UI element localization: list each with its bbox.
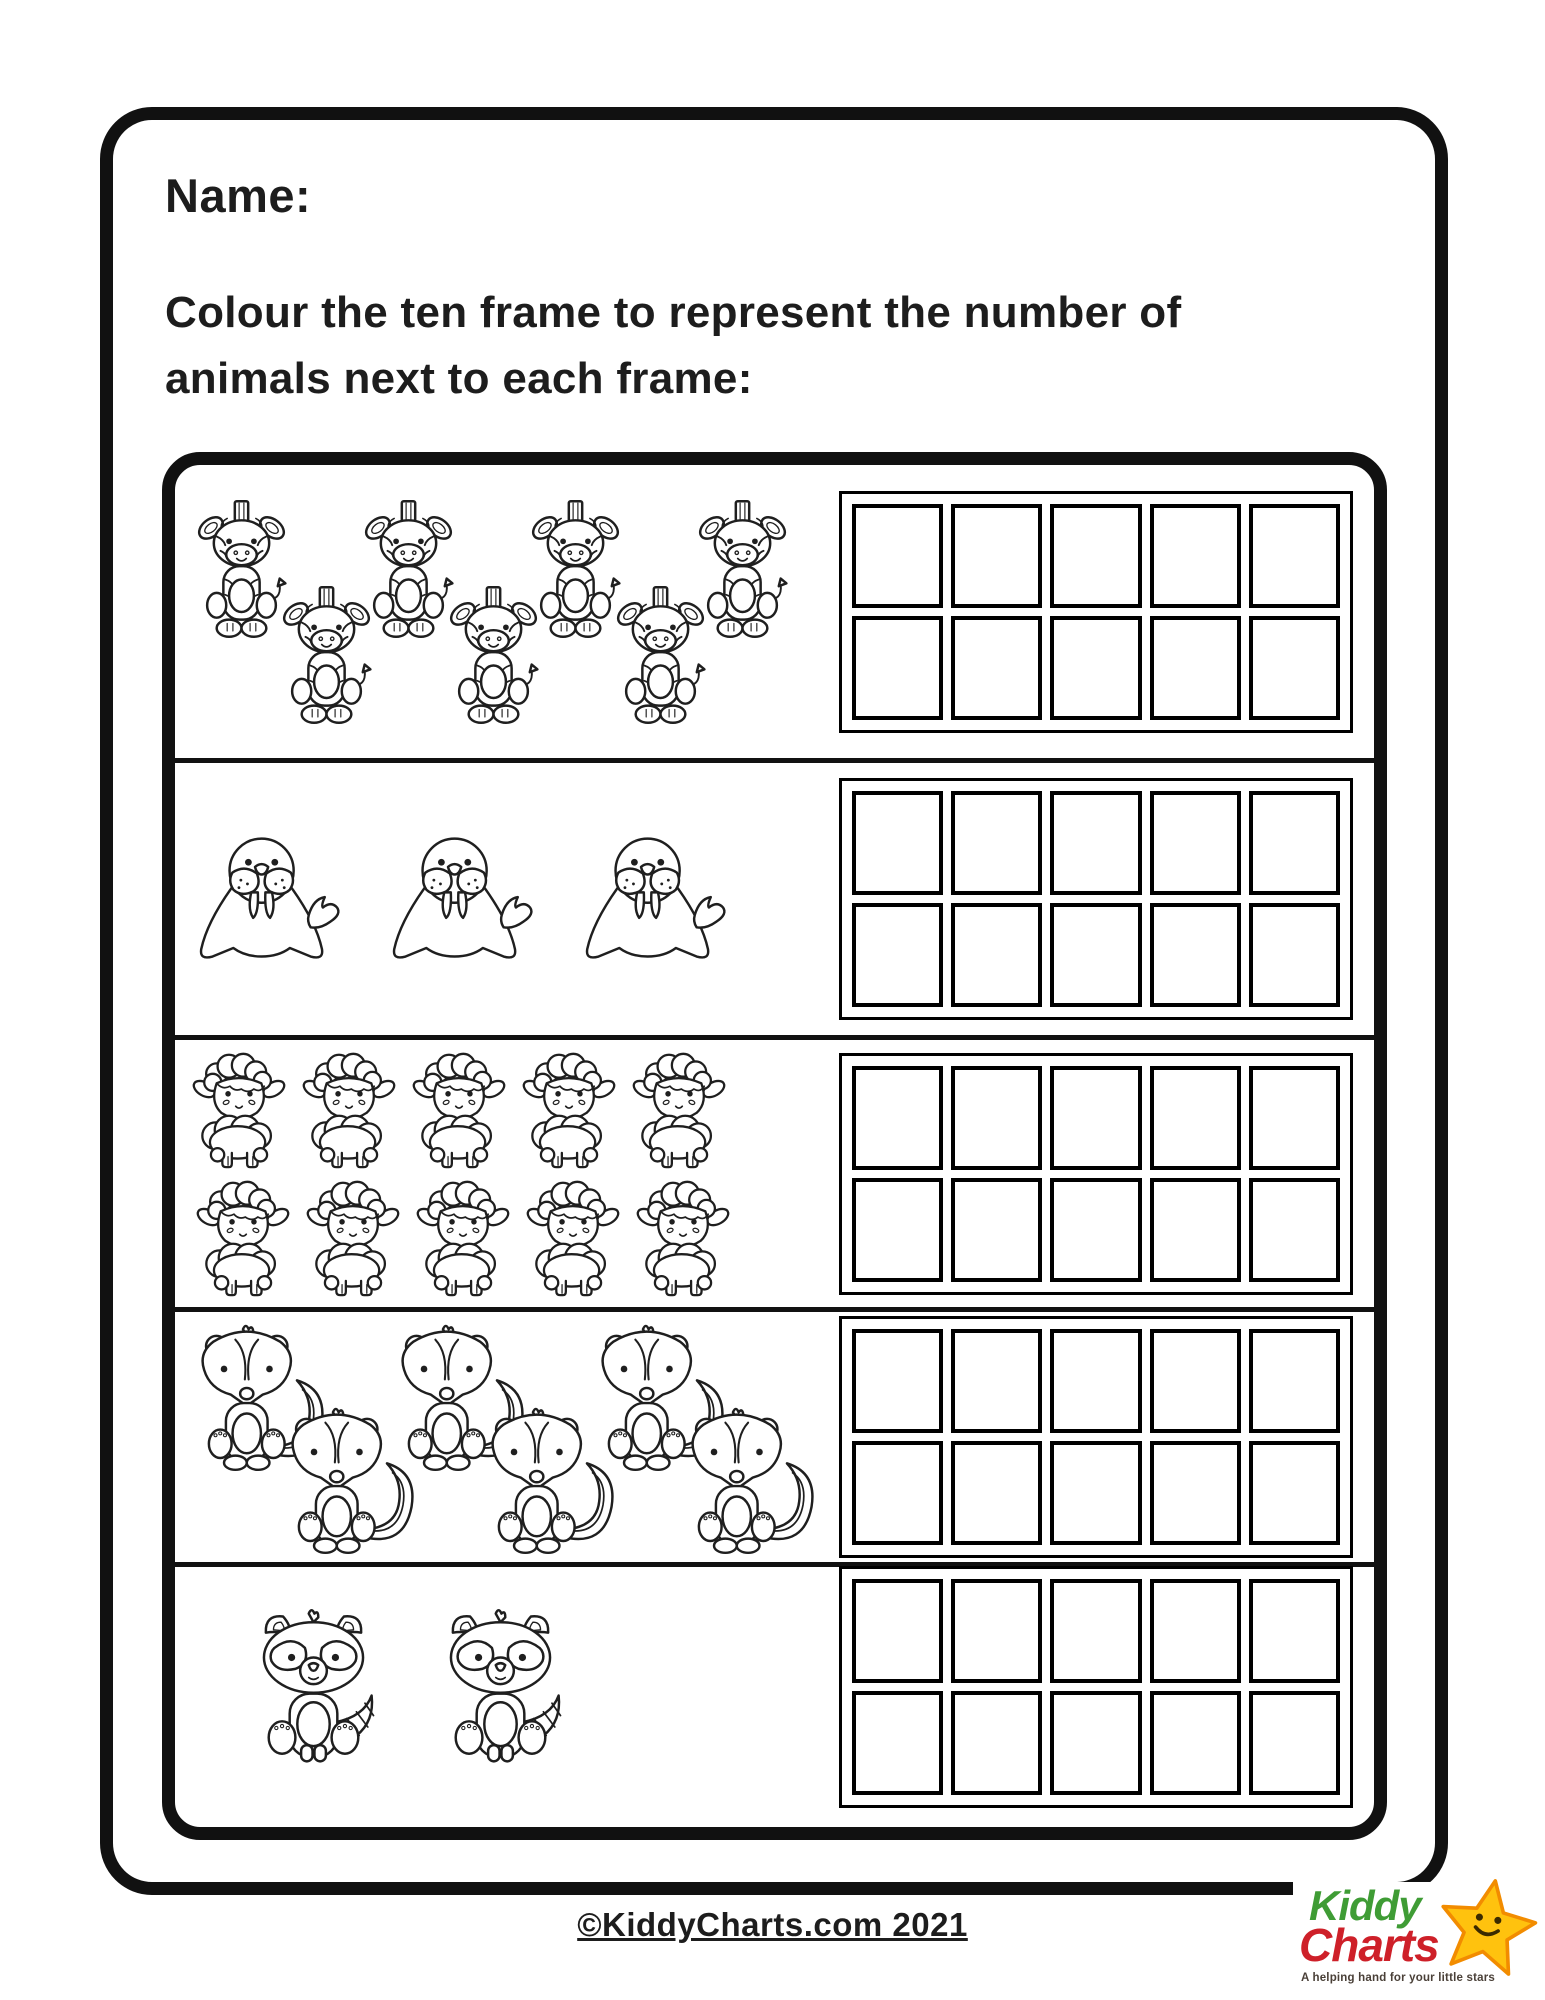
ten-frame-cell[interactable] [951, 616, 1042, 720]
ten-frame-cell[interactable] [1249, 1691, 1340, 1795]
ten-frame-cell[interactable] [1050, 504, 1141, 608]
ten-frame-cell[interactable] [951, 1178, 1042, 1282]
ten-frame-cell[interactable] [1150, 1178, 1241, 1282]
ten-frame-cell[interactable] [1249, 903, 1340, 1007]
skunk-illustration [279, 1401, 421, 1556]
ten-frame-cell[interactable] [852, 1066, 943, 1170]
ten-frame-cell[interactable] [951, 791, 1042, 895]
sheep-illustration [409, 1048, 509, 1172]
ten-frame-cell[interactable] [1050, 1329, 1141, 1433]
raccoon-illustration [428, 1606, 573, 1768]
ten-frame-wrap [839, 1040, 1353, 1307]
zebra-group [175, 465, 839, 758]
ten-frame-cell[interactable] [951, 1691, 1042, 1795]
ten-frame-cell[interactable] [1050, 1691, 1141, 1795]
ten-frame [839, 491, 1353, 733]
zebra-illustration [441, 581, 546, 729]
ten-frame-cell[interactable] [951, 903, 1042, 1007]
animal-line [241, 1606, 839, 1768]
ten-frame-cell[interactable] [1249, 1441, 1340, 1545]
ten-frame-wrap [839, 763, 1353, 1035]
animal-line [279, 1401, 839, 1556]
ten-frame-cell[interactable] [1150, 1579, 1241, 1683]
sheep-illustration [523, 1176, 623, 1300]
footer-credit: ©KiddyCharts.com 2021 [577, 1906, 968, 1943]
skunk-group [175, 1312, 839, 1562]
animal-line [189, 824, 839, 974]
ten-frame-cell[interactable] [1150, 1329, 1241, 1433]
ten-frame-cell[interactable] [1150, 1441, 1241, 1545]
skunk-illustration [679, 1401, 821, 1556]
zebra-illustration [608, 581, 713, 729]
sheep-illustration [189, 1048, 289, 1172]
ten-frame-cell[interactable] [852, 616, 943, 720]
animal-row-walrus [175, 758, 1374, 1035]
ten-frame-cell[interactable] [1150, 1066, 1241, 1170]
sheep-illustration [629, 1048, 729, 1172]
ten-frame-cell[interactable] [852, 504, 943, 608]
sheep-illustration [299, 1048, 399, 1172]
walrus-illustration [575, 824, 740, 974]
name-label: Name: [165, 169, 312, 222]
ten-frame-cell[interactable] [852, 1178, 943, 1282]
ten-frame-cell[interactable] [951, 1066, 1042, 1170]
skunk-illustration [479, 1401, 621, 1556]
ten-frame-cell[interactable] [1249, 791, 1340, 895]
logo-charts-text: Charts [1299, 1919, 1439, 1971]
ten-frame-cell[interactable] [1150, 504, 1241, 608]
sheep-illustration [193, 1176, 293, 1300]
raccoon-group [175, 1567, 839, 1807]
ten-frame-wrap [839, 1567, 1353, 1807]
ten-frame-cell[interactable] [951, 1441, 1042, 1545]
ten-frame-cell[interactable] [1249, 504, 1340, 608]
walrus-group [175, 763, 839, 1035]
ten-frame-cell[interactable] [951, 504, 1042, 608]
ten-frame-cell[interactable] [1249, 1178, 1340, 1282]
sheep-illustration [303, 1176, 403, 1300]
raccoon-illustration [241, 1606, 386, 1768]
worksheet-table [162, 452, 1387, 1840]
sheep-group [175, 1040, 839, 1307]
ten-frame-cell[interactable] [1050, 1066, 1141, 1170]
ten-frame-cell[interactable] [1249, 1329, 1340, 1433]
animal-line [189, 1048, 839, 1172]
ten-frame-cell[interactable] [1150, 616, 1241, 720]
logo-tagline: A helping hand for your little stars [1301, 1972, 1495, 1984]
instructions-text: Colour the ten frame to represent the number of animals next to each frame: [165, 288, 1182, 403]
ten-frame-cell[interactable] [951, 1329, 1042, 1433]
animal-row-zebra [175, 465, 1374, 758]
ten-frame-cell[interactable] [1050, 1579, 1141, 1683]
ten-frame-cell[interactable] [1150, 903, 1241, 1007]
ten-frame-cell[interactable] [951, 1579, 1042, 1683]
ten-frame [839, 1316, 1353, 1558]
ten-frame-wrap [839, 1312, 1353, 1562]
ten-frame-cell[interactable] [852, 1579, 943, 1683]
ten-frame-cell[interactable] [852, 1329, 943, 1433]
animal-line [274, 581, 839, 729]
zebra-illustration [274, 581, 379, 729]
animal-line [193, 1176, 839, 1300]
ten-frame-cell[interactable] [1150, 791, 1241, 895]
star-icon [1427, 1868, 1545, 1988]
ten-frame-cell[interactable] [852, 903, 943, 1007]
ten-frame-cell[interactable] [852, 1441, 943, 1545]
ten-frame-cell[interactable] [1050, 791, 1141, 895]
ten-frame-cell[interactable] [1249, 616, 1340, 720]
ten-frame-cell[interactable] [852, 791, 943, 895]
ten-frame-cell[interactable] [1050, 903, 1141, 1007]
walrus-illustration [382, 824, 547, 974]
ten-frame-cell[interactable] [1249, 1066, 1340, 1170]
logo-kiddy-text: Kiddy [1309, 1882, 1421, 1929]
ten-frame-cell[interactable] [1249, 1579, 1340, 1683]
kiddycharts-logo [1293, 1882, 1545, 2000]
sheep-illustration [413, 1176, 513, 1300]
ten-frame-cell[interactable] [1150, 1691, 1241, 1795]
ten-frame-cell[interactable] [1050, 616, 1141, 720]
ten-frame [839, 1053, 1353, 1295]
sheep-illustration [633, 1176, 733, 1300]
ten-frame [839, 778, 1353, 1020]
ten-frame-cell[interactable] [1050, 1178, 1141, 1282]
ten-frame-cell[interactable] [852, 1691, 943, 1795]
walrus-illustration [189, 824, 354, 974]
ten-frame-wrap [839, 465, 1353, 758]
animal-row-skunk [175, 1307, 1374, 1562]
sheep-illustration [519, 1048, 619, 1172]
ten-frame [839, 1566, 1353, 1808]
animal-row-raccoon [175, 1562, 1374, 1807]
ten-frame-cell[interactable] [1050, 1441, 1141, 1545]
animal-row-sheep [175, 1035, 1374, 1307]
